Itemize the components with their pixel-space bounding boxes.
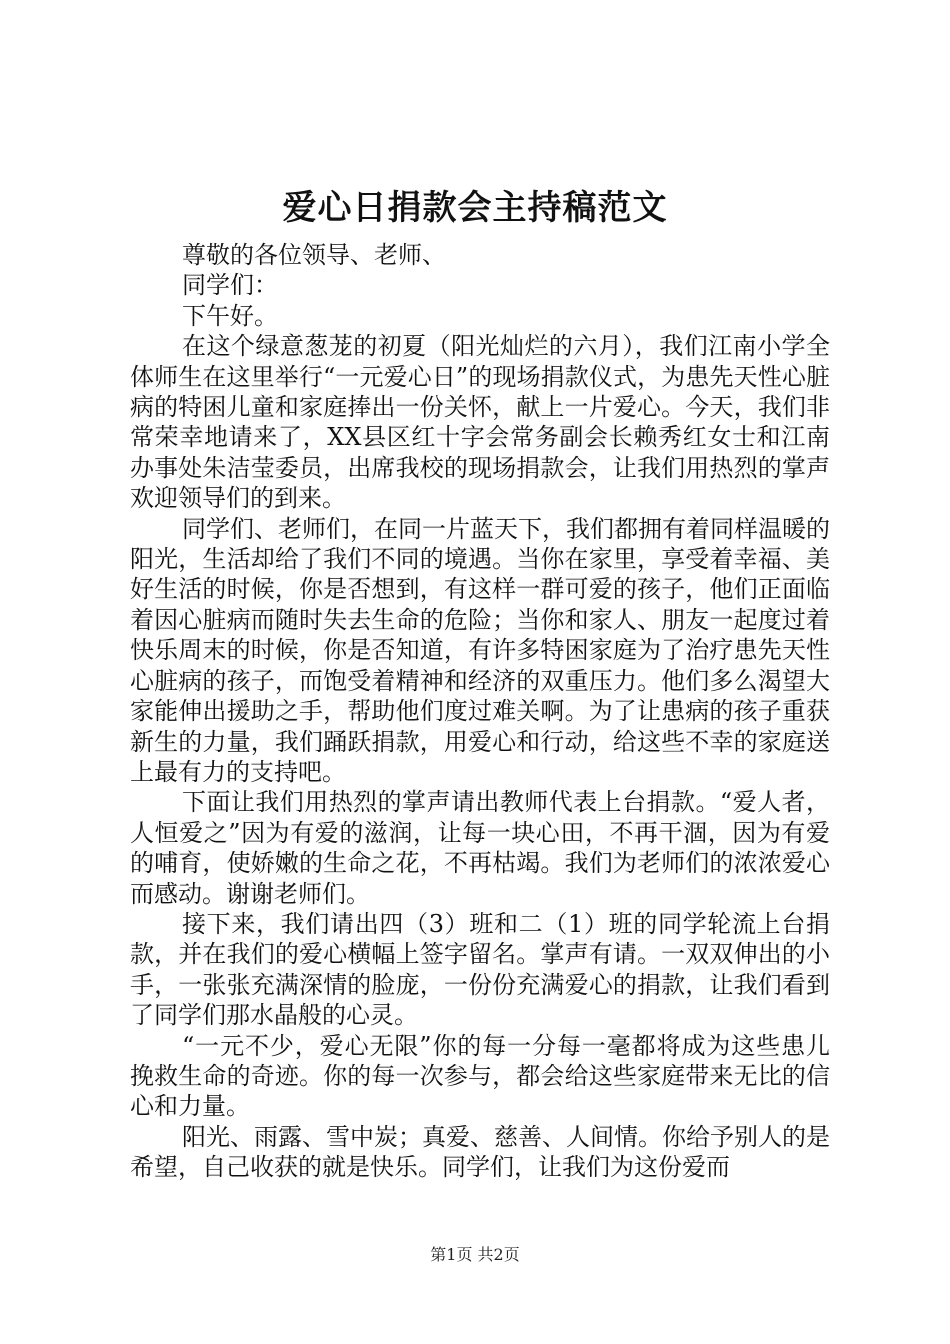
paragraph-opening: 在这个绿意葱茏的初夏（阳光灿烂的六月），我们江南小学全体师生在这里举行“一元爱心日”的现场捐款仪式，为患先天性心脏病的特困儿童和家庭捧出一份关怀，献上一片爱心。今天，我们非常荣幸地请来了，XX县区红十字会常务副会长赖秀红女士和江南办事处朱洁莹委员，出席我校的现场捐款会，让我们用热烈的掌声欢迎领导们的到来。 xyxy=(130,332,830,513)
paragraph-salutation-students: 同学们： xyxy=(182,271,278,300)
paragraph-closing: 阳光、雨露、雪中炭；真爱、慈善、人间情。你给予别人的是希望，自己收获的就是快乐。同学们，让我们为这份爱而 xyxy=(130,1122,830,1182)
paragraph-student-donation: 接下来，我们请出四（3）班和二（1）班的同学轮流上台捐款，并在我们的爱心横幅上签字留名。掌声有请。一双双伸出的小手，一张张充满深情的脸庞，一份份充满爱心的捐款，让我们看到了同学们那水晶般的心灵。 xyxy=(130,909,830,1030)
paragraph-greeting: 下午好。 xyxy=(182,301,278,330)
document-body xyxy=(130,240,830,1183)
paragraph-salutation: 尊敬的各位领导、老师、 xyxy=(182,241,446,269)
document-title: 爱心日捐款会主持稿范文 xyxy=(282,188,668,228)
paragraph-teacher-donation: 下面让我们用热烈的掌声请出教师代表上台捐款。“爱人者，人恒爱之”因为有爱的滋润，让每一块心田，不再干涸，因为有爱的哺育，使娇嫩的生命之花，不再枯竭。我们为老师们的浓浓爱心而感动。谢谢老师们。 xyxy=(130,788,830,908)
paragraph-appeal: 同学们、老师们，在同一片蓝天下，我们都拥有着同样温暖的阳光，生活却给了我们不同的境遇。当你在家里，享受着幸福、美好生活的时候，你是否想到，有这样一群可爱的孩子，他们正面临着因心脏病而随时失去生命的危险；当你和家人、朋友一起度过着快乐周末的时候，你是否知道，有许多特困家庭为了治疗患先天性心脏病的孩子，而饱受着精神和经济的双重压力。他们多么渴望大家能伸出援助之手，帮助他们度过难关啊。为了让患病的孩子重获新生的力量，我们踊跃捐款，用爱心和行动，给这些不幸的家庭送上最有力的支持吧。 xyxy=(130,514,830,786)
paragraph-slogan: “一元不少，爱心无限”你的每一分每一毫都将成为这些患儿挽救生命的奇迹。你的每一次参与，都会给这些家庭带来无比的信心和力量。 xyxy=(130,1031,830,1121)
page-footer: 第1页 共2页 xyxy=(430,1245,520,1264)
